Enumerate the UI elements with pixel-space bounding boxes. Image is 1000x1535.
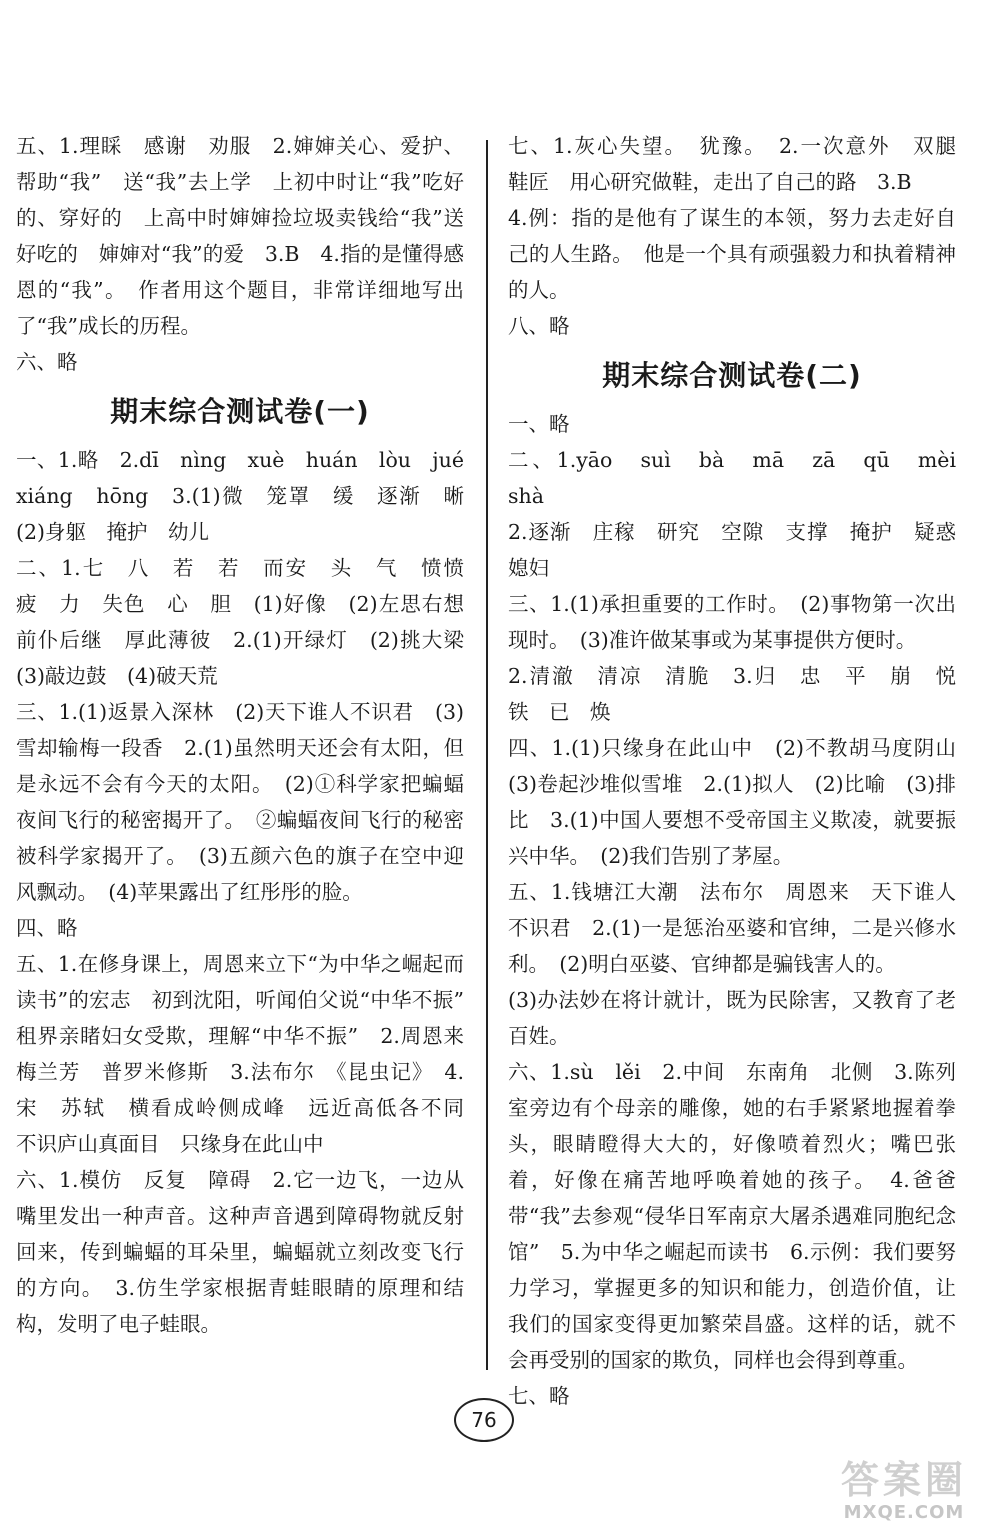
answer-block: 七、1.灰心失望。 犹豫。 2.一次意外 双腿 鞋匠 用心研究做鞋，走出了自己的路 3.B 4.例：指的是他有了谋生的本领，努力去走好自己的人生路。 他是一个具有顽强毅力和执着精神的人。 八、略: [508, 134, 956, 338]
section-title: 期末综合测试卷(二): [602, 359, 862, 392]
answer-block: 一、略 二、1.yāo suì bà mā zā qū mèi shà 2.逐渐 庄稼 研究 空隙 支撑 掩护 疑惑 媳妇 三、1.(1)承担重要的工作时。 (2)事物第一次出现时。 (3)准许做某事或为某事提供方便时。 2.清澈 清凉 清脆 3.归 忠 平 崩 悦 铁 已 焕 四、1.(1)只缘身在此山中 (2)不教胡马度阴山 (3)卷起沙堆似雪堆 2.(1)拟人 (2)比喻 (3)排比 3.(1)中国人要想不受帝国主义欺凌，就要振兴中华。 (2)我们告别了茅屋。 五、1.钱塘江大潮 法布尔 周恩来 天下谁人不识君 2.(1)一是惩治巫婆和官绅，二是兴修水利。 (2)明白巫婆、官绅都是骗钱害人的。 (3)办法妙在将计就计，既为民除害，又教育了老百姓。 六、1.sù lěi 2.中间 东南角 北侧 3.陈列室旁边有个母亲的雕像，她的右手紧紧地握着拳头，眼睛瞪得大大的，好像喷着烈火；嘴巴张着，好像在痛苦地呼唤着她的孩子。 4.爸爸带“我”去参观“侵华日军南京大屠杀遇难同胞纪念馆” 5.为中华之崛起而读书 6.示例：我们要努力学习，掌握更多的知识和能力，创造价值，让我们的国家变得更加繁荣昌盛。这样的话，就不会再受别的国家的欺负，同样也会得到尊重。 七、略: [508, 412, 956, 1408]
watermark-url: MXQE.COM: [843, 1501, 965, 1523]
left-column: [16, 128, 464, 1342]
answer-block: 一、1.略 2.dī nìng xuè huán lòu jué xiáng hōng 3.(1)微 笼罩 缓 逐渐 晰 (2)身躯 掩护 幼儿 二、1.七 八 若 若 而安 头 气 愤愤 疲 力 失色 心 胆 (1)好像 (2)左思右想 前仆后继 厚此薄彼 2.(1)开绿灯 (2)挑大梁 (3)敲边鼓 (4)破天荒 三、1.(1)返景入深林 (2)天下谁人不识君 (3)雪却输梅一段香 2.(1)虽然明天还会有太阳，但是永远不会有今天的太阳。 (2)①科学家把蝙蝠夜间飞行的秘密揭开了。 ②蝙蝠夜间飞行的秘密被科学家揭开了。 (3)五颜六色的旗子在空中迎风飘动。 (4)苹果露出了红彤彤的脸。 四、略 五、1.在修身课上，周恩来立下“为中华之崛起而读书”的宏志 初到沈阳，听闻伯父说“中华不振” 租界亲睹妇女受欺，理解“中华不振” 2.周恩来 梅兰芳 普罗米修斯 3.法布尔 《昆虫记》 4.宋 苏轼 横看成岭侧成峰 远近高低各不同 不识庐山真面目 只缘身在此山中 六、1.模仿 反复 障碍 2.它一边飞，一边从嘴里发出一种声音。这种声音遇到障碍物就反射回来，传到蝙蝠的耳朵里，蝙蝠就立刻改变飞行的方向。 3.仿生学家根据青蛙眼睛的原理和结构，发明了电子蛙眼。: [16, 448, 464, 1336]
watermark-logo: [814, 1450, 994, 1530]
answer-block: 五、1.理睬 感谢 劝服 2.婶婶关心、爱护、帮助“我” 送“我”去上学 上初中时让“我”吃好的、穿好的 上高中时婶婶捡垃圾卖钱给“我”送好吃的 婶婶对“我”的爱 3.B 4.指的是懂得感恩的“我”。 作者用这个题目，非常详细地写出了“我”成长的历程。 六、略: [16, 134, 464, 374]
page-number: 76: [454, 1398, 514, 1442]
column-divider: [486, 140, 488, 1370]
section-title: 期末综合测试卷(一): [110, 395, 370, 428]
right-column: [508, 128, 956, 1414]
watermark-logo-text: 答案圈: [840, 1457, 967, 1502]
